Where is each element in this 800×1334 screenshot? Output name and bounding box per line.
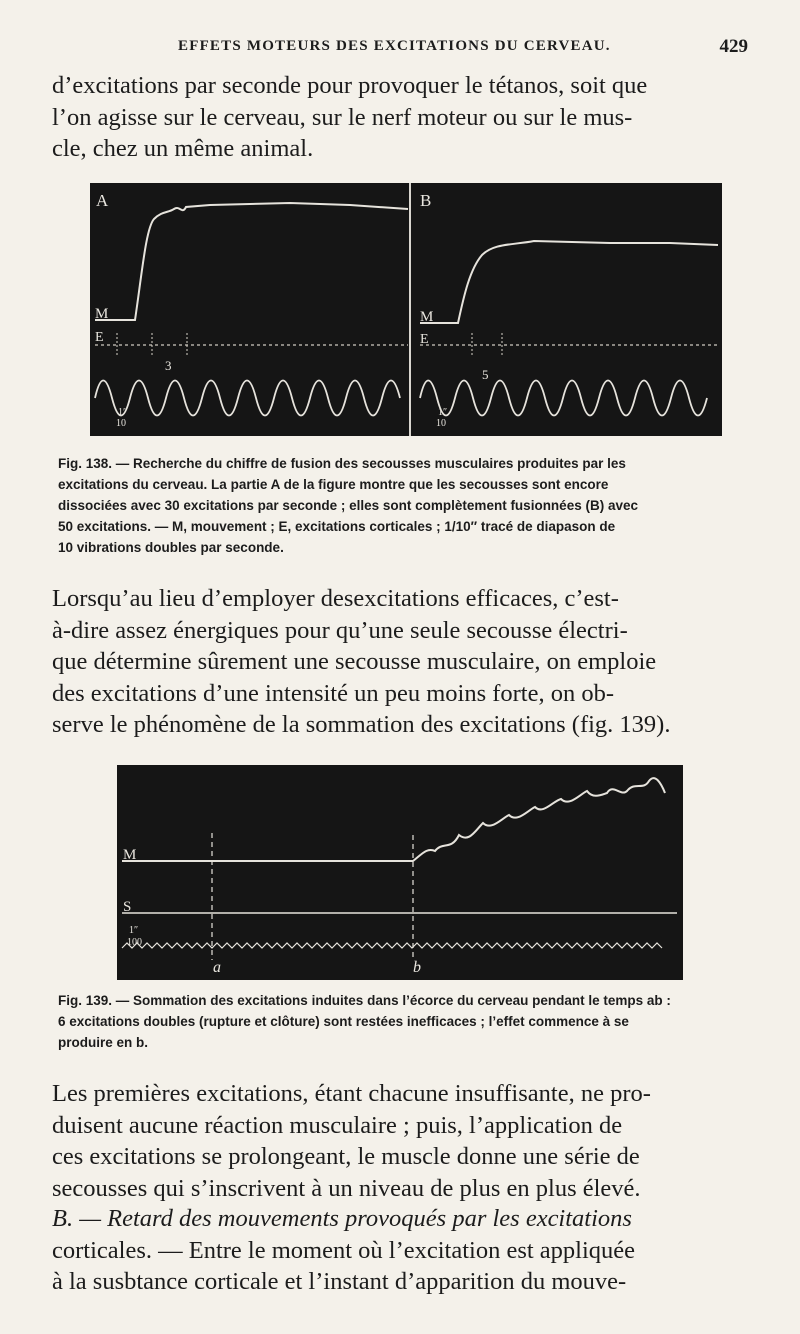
time-den-a: 10 [116, 418, 126, 429]
paragraph-2 [52, 583, 742, 741]
label-m-b: M [420, 309, 434, 325]
label-s: S [123, 899, 132, 915]
running-head [60, 36, 748, 60]
text-line: que détermine sûrement une secousse musculaire, on emploie [52, 648, 657, 675]
text-line: secousses qui s’inscrivent à un niveau de plus en plus élevé. [52, 1174, 641, 1202]
label-m: M [123, 847, 137, 863]
label-e-a: E [95, 330, 104, 345]
caption-figure-138 [58, 453, 742, 558]
text-line: B. — Retard des mouvements provoqués par les excitations [52, 1205, 632, 1232]
caption-line: 6 excitations doubles (rupture et clôture) sont restées inefficaces ; l’effet commence à se [58, 1014, 629, 1029]
text-line: des excitations d’une intensité un peu moins forte, on ob- [52, 679, 615, 707]
caption-line: 10 vibrations doubles par seconde. [58, 540, 284, 555]
figure-138 [90, 183, 722, 436]
caption-line: excitations du cerveau. La partie A de la figure montre que les secousses sont encore [58, 477, 609, 492]
paragraph-1 [52, 70, 742, 165]
text-line: cle, chez un même animal. [52, 135, 314, 162]
count-label-a: 3 [165, 358, 172, 373]
count-label-b: 5 [482, 367, 489, 382]
text-line: duisent aucune réaction musculaire ; puis, l’application de [52, 1111, 623, 1139]
text-line: ces excitations se prolongeant, le muscle donne une série de [52, 1143, 640, 1170]
time-num: 1″ [129, 925, 139, 936]
text-line: d’excitations par seconde pour provoquer le tétanos, soit que [52, 72, 648, 99]
time-den: 100 [127, 937, 142, 948]
caption-line: Fig. 138. — Recherche du chiffre de fusion des secousses musculaires produites par les [58, 456, 626, 471]
text-line: à la susbtance corticale et l’instant d’apparition du mouve- [52, 1268, 627, 1295]
time-num-a: 1″ [118, 407, 128, 418]
text-line: corticales. — Entre le moment où l’excitation est appliquée [52, 1236, 636, 1264]
figure-139 [117, 765, 683, 980]
text-line: serve le phénomène de la sommation des excitations (fig. 139). [52, 711, 671, 738]
panel-b-label: B [420, 191, 432, 210]
paragraph-3 [52, 1078, 742, 1204]
figure-139-plot [117, 765, 683, 980]
caption-line: Fig. 139. — Sommation des excitations induites dans l’écorce du cerveau pendant le temps ab : [58, 993, 671, 1008]
figure-138-plot [90, 183, 722, 436]
running-title: EFFETS MOTEURS DES EXCITATIONS DU CERVEAU. [178, 38, 611, 54]
caption-line: produire en b. [58, 1035, 149, 1050]
page-number: 429 [719, 36, 748, 57]
mark-b: b [413, 959, 421, 976]
text-line: à-dire assez énergiques pour qu’une seule secousse électri- [52, 616, 628, 644]
time-den-b: 10 [436, 418, 446, 429]
label-e-b: E [420, 332, 429, 347]
panel-a-label: A [96, 191, 109, 210]
label-m-a: M [95, 306, 109, 322]
time-num-b: 1″ [438, 407, 448, 418]
caption-line: dissociées avec 30 excitations par seconde ; elles sont complètement fusionnées (B) avec [58, 498, 638, 513]
caption-line: 50 excitations. — M, mouvement ; E, excitations corticales ; 1/10″ tracé de diapason de [58, 519, 616, 534]
text-line: Les premières excitations, étant chacune insuffisante, ne pro- [52, 1080, 651, 1107]
text-line: Lorsqu’au lieu d’employer desexcitations efficaces, c’est- [52, 585, 619, 612]
caption-figure-139 [58, 990, 742, 1053]
paragraph-4 [52, 1203, 742, 1298]
mark-a: a [213, 959, 221, 976]
text-line: l’on agisse sur le cerveau, sur le nerf moteur ou sur le mus- [52, 103, 633, 131]
